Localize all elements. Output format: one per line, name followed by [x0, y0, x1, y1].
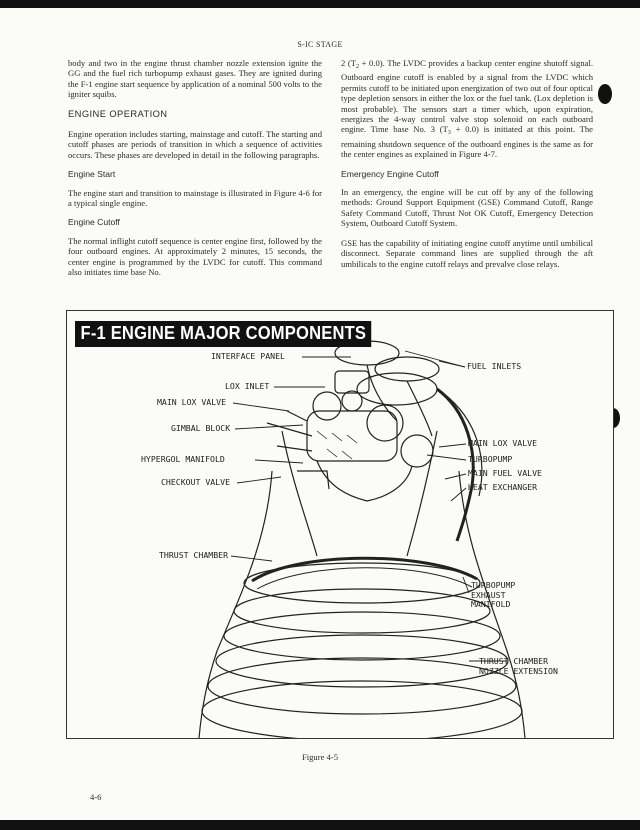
label-main-lox-valve-right: MAIN LOX VALVE [468, 438, 538, 448]
text-run: + 0.0) is initiated at this point. The remaining shutdown sequence of the outboard engines is the same as for the center engines as explained in Figure 4-7. [341, 124, 593, 160]
paragraph: The normal inflight cutoff sequence is center engine first, followed by the four outboard engines. At approximately 2 minutes, 15 seconds, the center engine is programmed by the LVDC for cutoff. This command also initiates time base No. [68, 235, 322, 278]
text-run: 2 (T [341, 58, 357, 68]
label-interface-panel: INTERFACE PANEL [211, 351, 285, 361]
page-number: 4-6 [90, 792, 102, 802]
running-header: S-IC STAGE [297, 40, 343, 49]
label-gimbal-block: GIMBAL BLOCK [171, 423, 231, 433]
label-turbopump: TURBOPUMP [468, 454, 513, 464]
subheading-engine-start: Engine Start [68, 169, 116, 180]
figure-title: F-1 ENGINE MAJOR COMPONENTS [75, 321, 372, 347]
label-fuel-inlets: FUEL INLETS [467, 361, 522, 371]
top-border [0, 0, 640, 8]
label-nozzle-extension: THRUST CHAMBER NOZZLE EXTENSION [479, 656, 558, 676]
paragraph: In an emergency, the engine will be cut off by any of the following methods: Ground Support Equipment (GSE) Command Cutoff, Range Safety Command Cutoff, Thrust Not OK Cutoff, Emergency Detection System, Outboard Cutoff System. [341, 187, 593, 229]
text-run: + 0.0). The LVDC provides a backup center engine shutoff signal. Outboard engine cutoff is enabled by a signal from the LVDC which permits cutoff to be initiated upon energization of two out of four optical type depletion sensors in either the lox or the fuel tank. (Lox depletion is most probable). The sensors start a timer which, upon expiration, energizes the 4-way control valve stop solenoid on each outboard engine. Time base No. 3 (T [341, 58, 594, 135]
label-checkout-valve: CHECKOUT VALVE [161, 477, 231, 487]
label-main-lox-valve-left: MAIN LOX VALVE [157, 397, 227, 407]
section-heading-engine-operation: ENGINE OPERATION [68, 107, 168, 119]
figure-f1-engine [66, 310, 614, 739]
subheading-engine-cutoff: Engine Cutoff [68, 217, 120, 228]
paragraph: GSE has the capability of initiating engine cutoff anytime until umbilical disconnect. Separate command lines are supplied through the aft umbilicals to the engine cutoff relays and prevalve close relays. [341, 237, 593, 269]
paragraph [341, 58, 593, 160]
figure-caption: Figure 4-5 [301, 752, 339, 762]
subheading-emergency-cutoff: Emergency Engine Cutoff [341, 168, 439, 179]
subscript: 3 [447, 130, 451, 137]
label-thrust-chamber: THRUST CHAMBER [159, 550, 229, 560]
label-heat-exchanger: HEAT EXCHANGER [468, 482, 538, 492]
bottom-border [0, 820, 640, 830]
subscript: 2 [356, 64, 360, 70]
left-column [68, 58, 322, 287]
paragraph: The engine start and transition to mainstage is illustrated in Figure 4-6 for a typical single engine. [68, 187, 322, 209]
label-main-fuel-valve: MAIN FUEL VALVE [468, 468, 542, 478]
paragraph: Engine operation includes starting, mainstage and cutoff. The starting and cutoff phases are periods of transition in which a sequence of activities occurs. These phases are developed in detail in the following paragraphs. [68, 129, 322, 160]
label-turbopump-exhaust-manifold: TURBOPUMP EXHAUST MANIFOLD [471, 580, 516, 610]
label-lox-inlet: LOX INLET [225, 381, 270, 391]
right-column [341, 58, 593, 278]
label-hypergol-manifold: HYPERGOL MANIFOLD [141, 454, 225, 464]
binder-hole-icon [598, 84, 612, 104]
paragraph: body and two in the engine thrust chamber nozzle extension ignite the GG and the fuel rich turbopump exhaust gases. They are ignited during the F-1 engine start sequence by application of a nominal 500 volts to the igniter squibs. [68, 58, 322, 100]
